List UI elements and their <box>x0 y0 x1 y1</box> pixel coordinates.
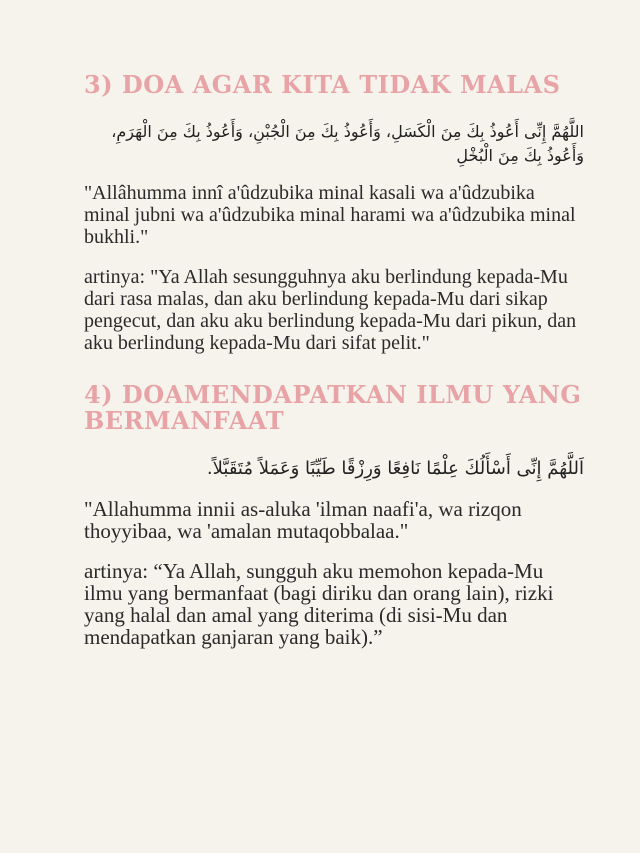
prayer-document <box>84 72 584 676</box>
section-title: 4) DOAMENDAPATKAN ILMU YANG BERMANFAAT <box>84 380 582 435</box>
section-title: 3) DOA AGAR KITA TIDAK MALAS <box>84 70 561 99</box>
transliteration-text: "Allahumma innii as-aluka 'ilman naafi'a, wa rizqon thoyyibaa, wa 'amalan mutaqobbalaa." <box>84 497 522 543</box>
transliteration-text: "Allâhumma innî a'ûdzubika minal kasali wa a'ûdzubika minal jubni wa a'ûdzubika minal harami wa a'ûdzubika minal bukhli." <box>84 182 576 248</box>
arabic-prayer-text: اَللَّهُمَّ إِنِّى أَسْأَلُكَ عِلْمًا نَافِعًا وَرِزْقًا طَيِّبًا وَعَمَلاً مُتَقَبَّلاً. <box>206 458 584 479</box>
prayer-section-3 <box>84 72 584 354</box>
meaning-text: artinya: “Ya Allah, sungguh aku memohon kepada-Mu ilmu yang bermanfaat (bagi diriku dan orang lain), rizki yang halal dan amal yang diterima (di sisi-Mu dan mendapatkan ganjaran yang baik).” <box>84 559 554 649</box>
meaning-text: artinya: "Ya Allah sesungguhnya aku berlindung kepada-Mu dari rasa malas, dan aku berlindung kepada-Mu dari sikap pengecut, dan aku aku berlindung kepada-Mu dari pikun, dan aku berlindung kepada-Mu dari sifat pelit." <box>84 266 577 354</box>
prayer-section-4 <box>84 382 584 648</box>
arabic-prayer-text: اللَّهُمَّ إِنِّى أَعُوذُ بِكَ مِنَ الْكَسَلِ، وَأَعُوذُ بِكَ مِنَ الْجُبْنِ، وَأَعُوذُ بِكَ مِنَ الْهَرَمِ، وَأَعُوذُ بِكَ مِنَ الْبُخْلِ <box>111 122 584 165</box>
